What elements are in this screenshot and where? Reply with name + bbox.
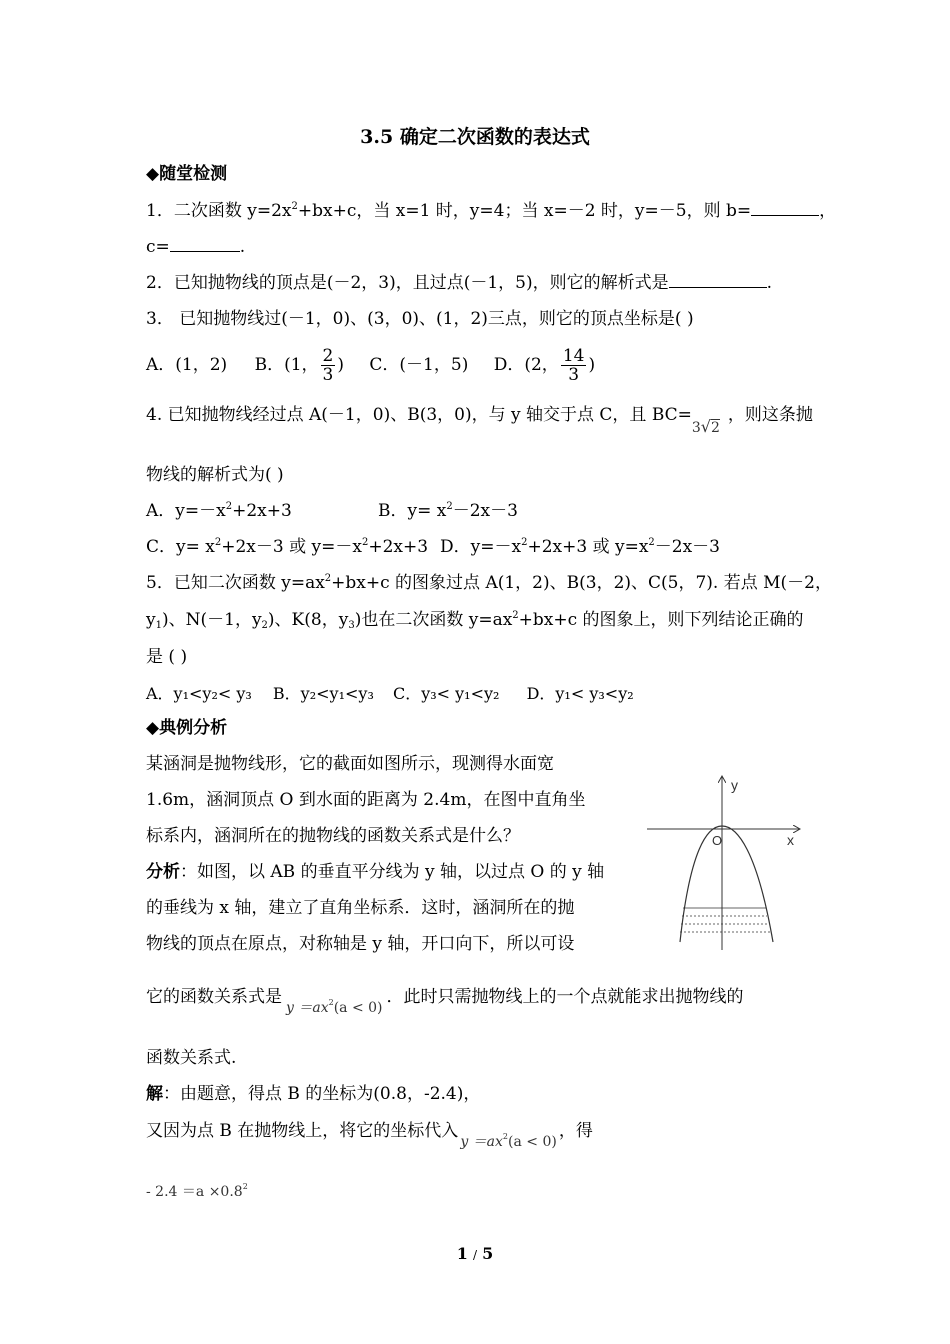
y-axis-label: y <box>731 777 738 793</box>
example-text-3: 标系内，涵洞所在的抛物线的函数关系式是什么？ <box>146 826 520 846</box>
culvert-figure <box>645 770 810 955</box>
section-heading-example: ◆典例分析 <box>146 718 228 738</box>
question-1-line2 <box>146 236 245 258</box>
origin-label: O <box>712 833 723 848</box>
example-analysis-4 <box>146 986 744 1016</box>
solution-text-2a: 又因为点 B 在抛物线上，将它的坐标代入 <box>146 1121 459 1141</box>
question-1 <box>146 200 836 222</box>
q3-option-b-frac <box>321 347 336 384</box>
q4-d-text-c: －2x－3 <box>654 537 721 557</box>
q3-b-num: 2 <box>322 346 334 366</box>
q4-d-text-a: D．y=－x <box>440 537 522 557</box>
solution-label: 解 <box>146 1084 163 1104</box>
solution-text-1: ：由题意，得点 B 的坐标为(0.8，-2.4)， <box>163 1084 481 1104</box>
q4-c-text-c: +2x+3 <box>368 537 429 557</box>
example-solution-2 <box>146 1120 593 1150</box>
analysis-text-4b: ．此时只需抛物线上的一个点就能求出抛物线的 <box>386 987 744 1007</box>
q1-end: . <box>239 237 246 257</box>
q4-option-a <box>146 500 292 522</box>
q4-a-text-b: +2x+3 <box>232 501 292 521</box>
q3-d-num: 14 <box>562 346 585 366</box>
q1-blank-b[interactable] <box>751 201 819 216</box>
q3-option-d-pre: D．(2， <box>493 355 559 375</box>
formula-2-a: y ＝ax <box>460 1134 503 1150</box>
q5-option-c: C．y₃< y₁<y₂ <box>392 684 500 703</box>
q2-end: . <box>766 273 773 293</box>
q3-option-b-pre: B．(1， <box>254 355 319 375</box>
question-2 <box>146 272 772 294</box>
q5-text-f: +bx+c 的图象上，则下列结论正确的 <box>518 610 804 630</box>
q4-b-sup: 2 <box>446 501 453 512</box>
q5-sub-2: 2 <box>261 620 268 631</box>
formula-1-sup: 2 <box>328 998 334 1007</box>
q1-comma: ， <box>819 201 837 221</box>
example-analysis-2: 的垂线为 x 轴，建立了直角坐标系．这时，涵洞所在的抛 <box>146 898 575 918</box>
example-analysis-1 <box>146 861 604 883</box>
q4-option-b <box>378 500 518 522</box>
q4-c-text-a: C．y= x <box>146 537 215 557</box>
q3-option-a: A．(1，2) <box>146 355 228 375</box>
formula-1-b: (a < 0) <box>333 1000 383 1016</box>
q1-c-label: c= <box>146 237 170 257</box>
q3-d-den: 3 <box>568 365 580 385</box>
q4-text-a: 4. 已知抛物线经过点 A(－1，0)、B(3，0)，与 y 轴交于点 C，且 BC= <box>146 405 692 425</box>
q3-option-b-post: ) <box>337 355 345 375</box>
q5-option-b: B．y₂<y₁<y₃ <box>272 684 374 703</box>
question-5 <box>146 572 832 594</box>
formula-3 <box>146 1181 248 1203</box>
question-3-options <box>146 343 595 387</box>
q3-option-d <box>493 346 596 385</box>
q5-sub-3: 3 <box>348 620 355 631</box>
section-heading-practice: ◆随堂检测 <box>146 164 228 184</box>
q1-sup: 2 <box>291 201 298 212</box>
x-axis-label: x <box>787 832 794 848</box>
q5-sub-1: 1 <box>155 620 162 631</box>
example-text-1: 某涵洞是抛物线形，它的截面如图所示，现测得水面宽 <box>146 754 554 774</box>
q4-option-d <box>440 536 720 558</box>
q4-c-text-b: +2x－3 或 y=－x <box>221 537 362 557</box>
q4-radical-coef: 3 <box>691 420 701 436</box>
q5-y: y <box>146 610 156 630</box>
q4-b-text-b: －2x－3 <box>452 501 518 521</box>
q4-c-sup-2: 2 <box>361 537 369 548</box>
q4-radical-sign: √ <box>700 417 711 436</box>
q5-text-e: )也在二次函数 y=ax <box>354 610 513 630</box>
q2-text: 2．已知抛物线的顶点是(－2，3)，且过点(－1，5)，则它的解析式是 <box>146 273 669 293</box>
question-5-line2 <box>146 609 804 631</box>
question-5-options <box>146 683 634 705</box>
question-5-line3: 是 ( ) <box>146 647 188 667</box>
q4-option-c <box>146 536 428 558</box>
q3-option-d-frac <box>561 347 587 384</box>
page-title: 3.5 确定二次函数的表达式 <box>360 126 590 148</box>
q4-d-sup-2: 2 <box>648 537 655 548</box>
page-number <box>0 1244 950 1263</box>
formula-3-sup: 2 <box>242 1182 248 1191</box>
q3-option-b <box>254 346 345 385</box>
q1-text-a: 1．二次函数 y=2x <box>146 201 292 221</box>
solution-text-2b: ，得 <box>558 1121 593 1141</box>
example-text-2: 1.6m，涵洞顶点 O 到水面的距离为 2.4m，在图中直角坐 <box>146 790 586 810</box>
q5-text-a: 5．已知二次函数 y=ax <box>146 573 325 593</box>
formula-1-a: y ＝ax <box>286 1000 329 1016</box>
analysis-label: 分析 <box>146 862 180 882</box>
formula-2-b: (a < 0) <box>508 1134 557 1150</box>
question-4-line2: 物线的解析式为( ) <box>146 465 284 485</box>
q4-radical <box>692 416 728 439</box>
formula-2 <box>460 1134 557 1150</box>
q4-b-text-a: B．y= x <box>378 501 447 521</box>
example-analysis-3: 物线的顶点在原点，对称轴是 y 轴，开口向下，所以可设 <box>146 934 575 954</box>
parabola-curve <box>680 826 773 942</box>
q1-text-b: +bx+c，当 x=1 时，y=4；当 x=－2 时，y=－5，则 b= <box>297 201 752 221</box>
q5-sup-1: 2 <box>324 573 332 584</box>
q4-text-b: ，则这条抛 <box>727 405 813 425</box>
q5-sup-2: 2 <box>512 610 519 621</box>
page-separator: / <box>472 1248 478 1262</box>
q4-c-sup-1: 2 <box>214 537 222 548</box>
example-solution-1 <box>146 1083 480 1105</box>
formula-2-sup: 2 <box>502 1132 509 1141</box>
q3-option-d-post: ) <box>588 355 596 375</box>
q5-option-d: D．y₁< y₃<y₂ <box>526 684 634 703</box>
q5-option-a: A．y₁<y₂< y₃ <box>146 684 252 703</box>
formula-1 <box>286 1000 383 1016</box>
q4-radical-value: 2 <box>711 420 720 436</box>
q4-d-text-b: +2x+3 或 y=x <box>527 537 649 557</box>
q3-b-den: 3 <box>322 365 334 385</box>
q4-a-text-a: A．y=－x <box>146 501 226 521</box>
q4-a-sup: 2 <box>225 501 233 512</box>
page-current: 1 <box>456 1244 468 1263</box>
q5-text-d: )、K(8，y <box>267 610 349 630</box>
q5-text-c: )、N(－1，y <box>161 610 262 630</box>
example-analysis-5: 函数关系式. <box>146 1048 237 1068</box>
page-total: 5 <box>482 1244 494 1263</box>
q1-blank-c[interactable] <box>170 237 240 252</box>
q5-text-b: +bx+c 的图象过点 A(1，2)、B(3，2)、C(5，7). 若点 M(－2， <box>331 573 832 593</box>
analysis-text-4a: 它的函数关系式是 <box>146 987 282 1007</box>
question-3: 3． 已知抛物线过(－1，0)、(3，0)、(1，2)三点，则它的顶点坐标是( ) <box>146 309 694 329</box>
q3-option-c: C．(－1，5) <box>369 355 469 375</box>
q2-blank[interactable] <box>669 273 767 288</box>
q4-d-sup-1: 2 <box>521 537 528 548</box>
formula-3-text: - 2.4 ＝a ×0.8 <box>146 1184 243 1200</box>
analysis-text-1: ：如图，以 AB 的垂直平分线为 y 轴，以过点 O 的 y 轴 <box>180 862 605 882</box>
question-4 <box>146 404 813 436</box>
